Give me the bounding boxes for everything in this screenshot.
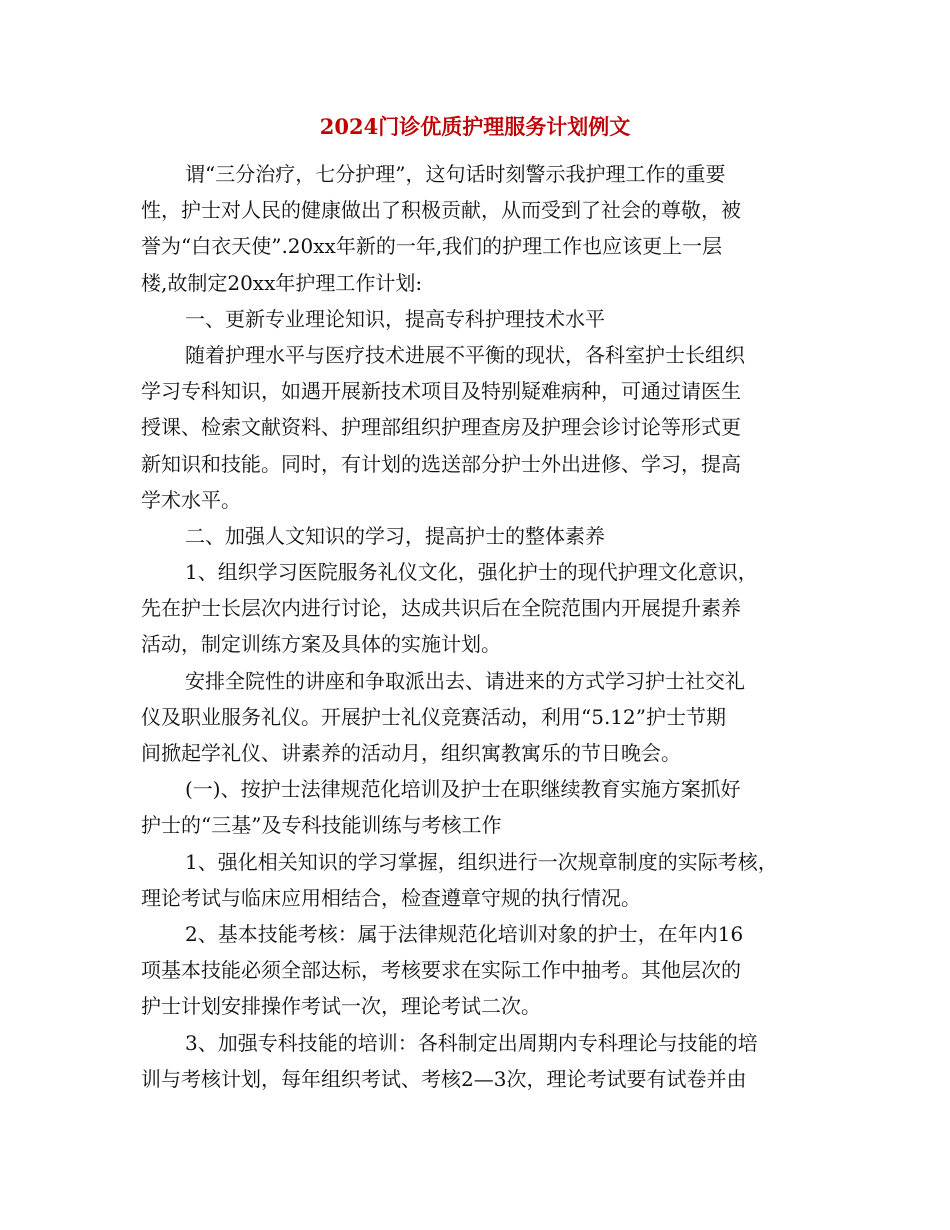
paragraph-line: 学术水平。: [141, 487, 241, 512]
paragraph: [141, 518, 821, 554]
paragraph-line: 谓“三分治疗，七分护理”，这句话时刻警示我护理工作的重要: [185, 162, 726, 186]
paragraph-line: 授课、检索文献资料、护理部组织护理查房及护理会诊讨论等形式更: [141, 415, 741, 440]
document-title: 2024门诊优质护理服务计划例文: [319, 114, 631, 139]
paragraph-line: 先在护士长层次内进行讨论，达成共识后在全院范围内开展提升素养: [141, 596, 741, 621]
paragraph: [141, 337, 821, 518]
paragraph-line: 随着护理水平与医疗技术进展不平衡的现状，各科室护士长组织: [185, 342, 745, 367]
paragraph-line: 安排全院性的讲座和争取派出去、请进来的方式学习护士社交礼: [185, 668, 745, 693]
paragraph-line: 护士的“三基”及专科技能训练与考核工作: [141, 813, 502, 838]
paragraph: [141, 301, 821, 337]
paragraph: [141, 663, 821, 772]
paragraph: [141, 916, 821, 1025]
paragraph-line: 训与考核计划，每年组织考试、考核2—3次，理论考试要有试卷并由: [141, 1066, 747, 1091]
document-body: [141, 156, 821, 1097]
paragraph: [141, 844, 821, 916]
paragraph-line: 一、更新专业理论知识，提高专科护理技术水平: [185, 306, 605, 331]
paragraph-line: 仪及职业服务礼仪。开展护士礼仪竞赛活动，利用“5.12”护士节期: [141, 704, 726, 729]
paragraph-line: 1、强化相关知识的学习掌握，组织进行一次规章制度的实际考核，: [185, 849, 778, 874]
paragraph: [141, 1025, 821, 1097]
paragraph-line: 3、加强专科技能的培训：各科制定出周期内专科理论与技能的培: [185, 1030, 758, 1055]
paragraph-line: 学习专科知识，如遇开展新技术项目及特别疑难病种，可通过请医生: [141, 379, 741, 404]
paragraph-line: 新知识和技能。同时，有计划的选送部分护士外出进修、学习，提高: [141, 451, 741, 476]
paragraph-line: 1、组织学习医院服务礼仪文化，强化护士的现代护理文化意识，: [185, 560, 758, 585]
paragraph-line: 楼,故制定20xx年护理工作计划:: [141, 270, 423, 295]
paragraph-line: 活动，制定训练方案及具体的实施计划。: [141, 632, 501, 657]
paragraph-line: 间掀起学礼仪、讲素养的活动月，组织寓教寓乐的节日晚会。: [141, 741, 681, 765]
paragraph-line: 性，护士对人民的健康做出了积极贡献，从而受到了社会的尊敬，被: [141, 198, 741, 223]
paragraph-line: 誉为“白衣天使”.20xx年新的一年,我们的护理工作也应该更上一层: [141, 234, 723, 259]
paragraph-line: 护士计划安排操作考试一次，理论考试二次。: [141, 994, 541, 1019]
paragraph-line: 二、加强人文知识的学习，提高护士的整体素养: [185, 523, 605, 548]
paragraph-line: 项基本技能必须全部达标，考核要求在实际工作中抽考。其他层次的: [141, 958, 741, 983]
paragraph: [141, 554, 821, 663]
paragraph-line: 理论考试与临床应用相结合，检查遵章守规的执行情况。: [141, 885, 641, 910]
paragraph: [141, 156, 821, 301]
paragraph-line: (一)、按护士法律规范化培训及护士在职继续教育实施方案抓好: [185, 777, 741, 802]
paragraph-line: 2、基本技能考核：属于法律规范化培训对象的护士，在年内16: [185, 921, 744, 946]
paragraph: [141, 771, 821, 843]
